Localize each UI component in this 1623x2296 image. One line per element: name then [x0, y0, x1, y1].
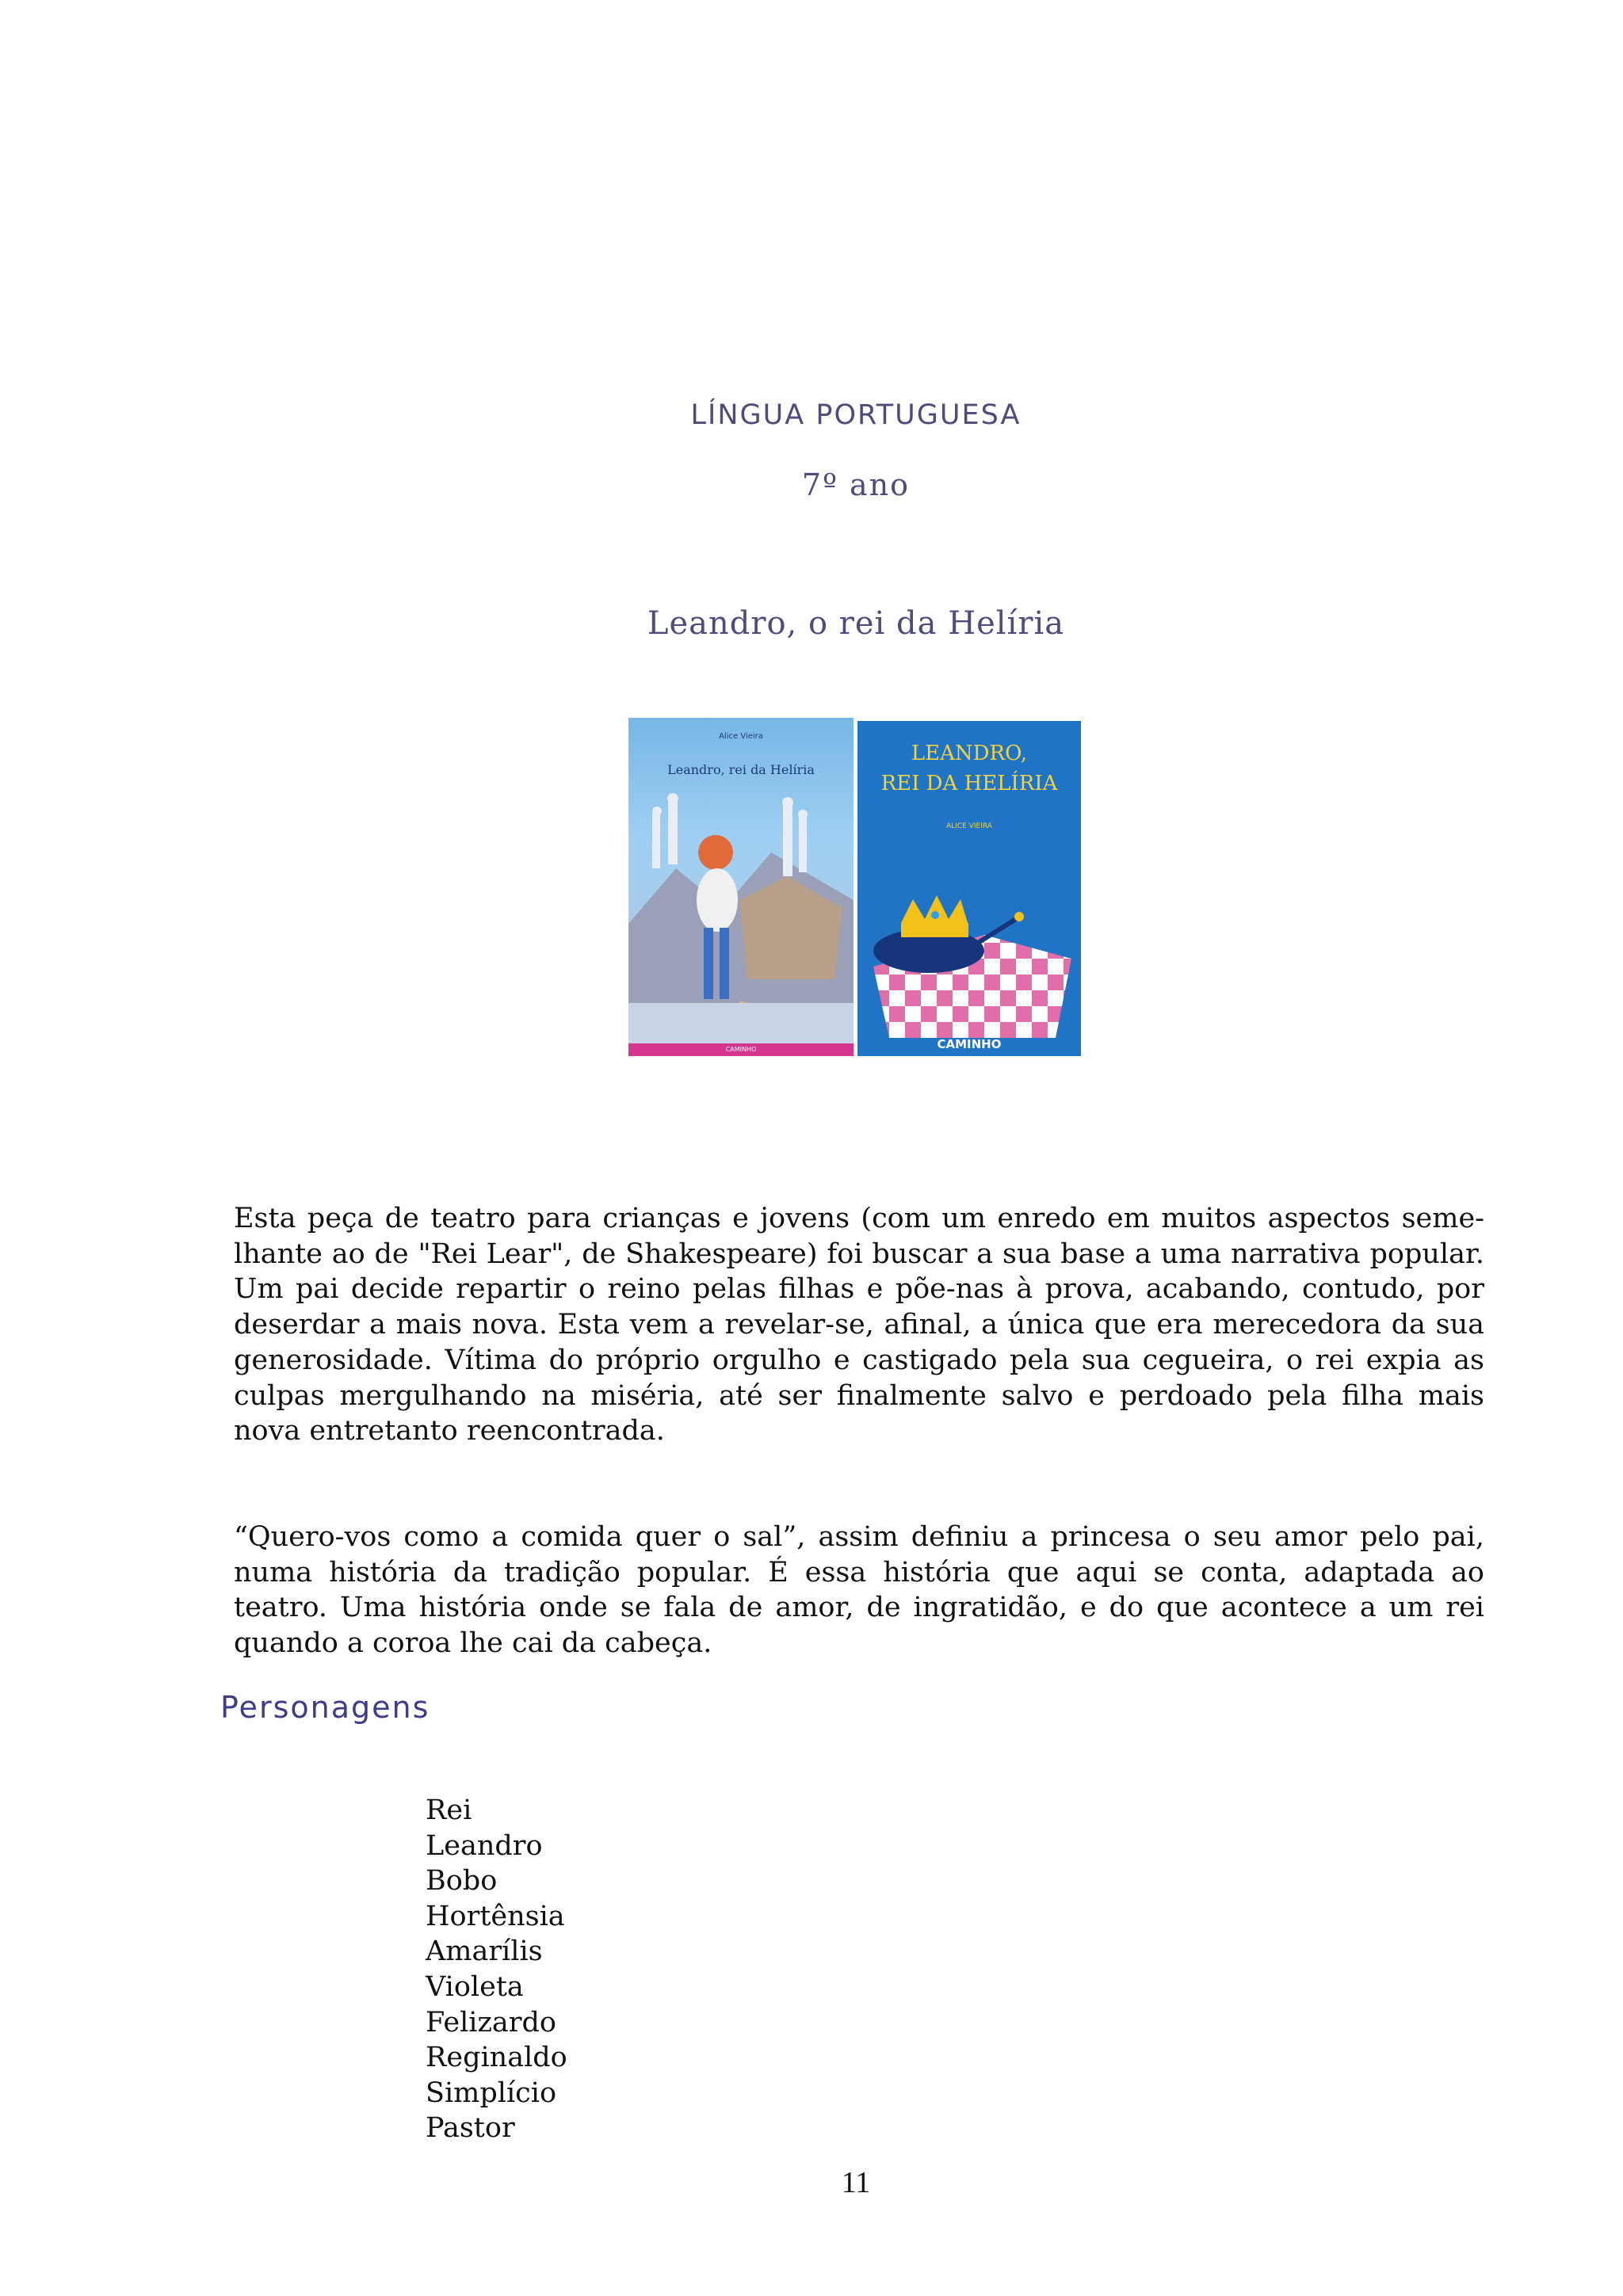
cover-2-title-line1: LEANDRO,	[911, 742, 1028, 765]
character-item: Bobo	[426, 1865, 498, 1897]
character-item: Simplício	[426, 2077, 557, 2109]
character-item: Pastor	[426, 2112, 515, 2145]
cover-1-author: Alice Vieira	[719, 732, 763, 741]
synopsis-paragraph-1: Esta peça de teatro para crianças e jovens (com um enredo em muitos aspectos seme- lhante ao de "Rei Lear", de Shakespeare) foi buscar a sua base a uma narrativa popular. Um pai decide repartir o reino pelas filhas e põe-nas à prova, acabando, contudo, por deserdar a mais nova. Esta vem a revelar-se, afinal, a única que era merecedora da sua generosidade. Vítima do próprio orgulho e castigado pela sua cegueira, o rei expia as culpas mergulhando na miséria, até ser finalmente salvo e perdoado pela filha mais nova entretanto reencontrada.	[234, 1203, 1484, 1447]
character-item: Hortênsia	[426, 1900, 565, 1932]
synopsis-paragraph-2: “Quero-vos como a comida quer o sal”, assim definiu a princesa o seu amor pelo pai, numa história da tradição popular. É essa história que aqui se conta, adaptada ao teatro. Uma história onde se fala de amor, de ingratidão, e do que acontece a um rei quando a coroa lhe cai da cabeça.	[234, 1521, 1484, 1660]
cover-2-title	[857, 738, 1081, 799]
character-item: Felizardo	[426, 2006, 556, 2039]
character-item: Rei	[426, 1794, 472, 1826]
characters-list	[426, 1793, 567, 2146]
cover-2-author: ALICE VIEIRA	[946, 822, 992, 830]
cover-2-publisher: CAMINHO	[937, 1037, 1002, 1051]
cover-1-title: Leandro, rei da Helíria	[667, 762, 815, 777]
character-item: Violeta	[426, 1970, 524, 2003]
characters-heading: Personagens	[220, 1690, 430, 1725]
character-item: Amarílis	[426, 1936, 543, 1968]
book-cover-2	[857, 721, 1081, 1056]
grade-heading: 7º ano	[801, 467, 911, 502]
cover-2-title-line2: REI DA HELÍRIA	[880, 772, 1058, 795]
book-title: Leandro, o rei da Helíria	[647, 605, 1065, 642]
cover-1-publisher: CAMINHO	[628, 1043, 854, 1056]
page-number: 11	[841, 2166, 871, 2199]
book-cover-1	[628, 718, 854, 1056]
character-item: Reginaldo	[426, 2042, 567, 2074]
subject-heading: LÍNGUA PORTUGUESA	[690, 399, 1022, 431]
character-item: Leandro	[426, 1829, 543, 1862]
